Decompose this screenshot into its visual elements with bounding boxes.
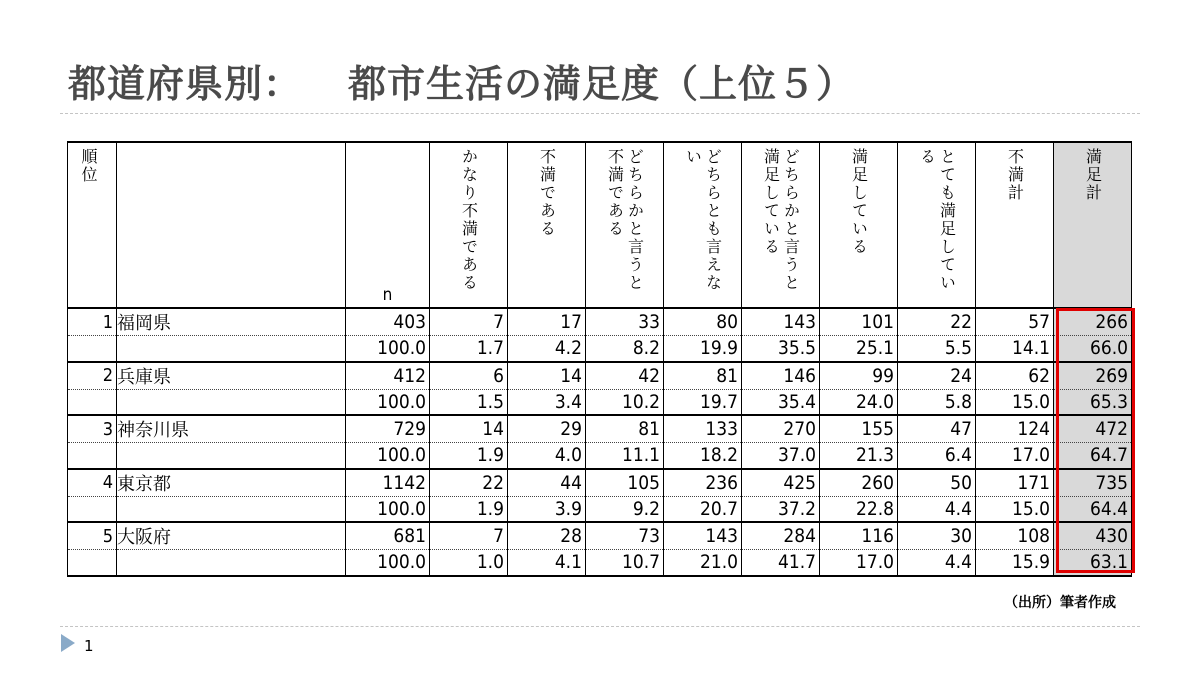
value-cell: 266 <box>1054 308 1132 336</box>
value-cell: 35.5 <box>742 336 820 362</box>
value-cell: 5.5 <box>898 336 976 362</box>
title-main: 都道府県別： <box>68 61 303 106</box>
value-cell: 37.0 <box>742 443 820 469</box>
value-cell: 15.0 <box>976 389 1054 415</box>
title-divider <box>60 113 1140 114</box>
value-cell: 4.4 <box>898 550 976 576</box>
value-cell: 171 <box>976 469 1054 497</box>
table-row-count <box>68 308 1132 336</box>
prefecture-cell <box>117 496 346 522</box>
value-cell: 50 <box>898 469 976 497</box>
value-cell: 14 <box>430 415 508 443</box>
value-cell: 10.2 <box>586 389 664 415</box>
header-somewhat-satisfied: どちらかと言うと満足している <box>742 142 820 308</box>
value-cell: 4.1 <box>508 550 586 576</box>
value-cell: 63.1 <box>1054 550 1132 576</box>
value-cell: 100.0 <box>346 336 430 362</box>
value-cell: 15.9 <box>976 550 1054 576</box>
value-cell: 100.0 <box>346 389 430 415</box>
rank-cell <box>68 496 117 522</box>
value-cell: 35.4 <box>742 389 820 415</box>
value-cell: 1.9 <box>430 443 508 469</box>
value-cell: 735 <box>1054 469 1132 497</box>
value-cell: 81 <box>586 415 664 443</box>
value-cell: 260 <box>820 469 898 497</box>
value-cell: 425 <box>742 469 820 497</box>
rank-cell: 4 <box>68 469 117 497</box>
value-cell: 116 <box>820 522 898 550</box>
value-cell: 284 <box>742 522 820 550</box>
value-cell: 8.2 <box>586 336 664 362</box>
satisfied-total-highlight <box>1056 308 1135 573</box>
value-cell: 24.0 <box>820 389 898 415</box>
value-cell: 412 <box>346 362 430 390</box>
header-pref <box>117 142 346 308</box>
value-cell: 47 <box>898 415 976 443</box>
value-cell: 19.7 <box>664 389 742 415</box>
value-cell: 24 <box>898 362 976 390</box>
value-cell: 7 <box>430 522 508 550</box>
slide-number: 1 <box>84 637 94 655</box>
value-cell: 108 <box>976 522 1054 550</box>
value-cell: 19.9 <box>664 336 742 362</box>
value-cell: 143 <box>742 308 820 336</box>
value-cell: 73 <box>586 522 664 550</box>
value-cell: 57 <box>976 308 1054 336</box>
value-cell: 7 <box>430 308 508 336</box>
table-row-count <box>68 415 1132 443</box>
value-cell: 21.0 <box>664 550 742 576</box>
value-cell: 10.7 <box>586 550 664 576</box>
value-cell: 269 <box>1054 362 1132 390</box>
value-cell: 1.5 <box>430 389 508 415</box>
value-cell: 11.1 <box>586 443 664 469</box>
prefecture-cell: 福岡県 <box>117 308 346 336</box>
rank-cell: 3 <box>68 415 117 443</box>
value-cell: 4.2 <box>508 336 586 362</box>
header-satisfied: 満足している <box>820 142 898 308</box>
value-cell: 44 <box>508 469 586 497</box>
header-rank: 順位 <box>68 142 117 308</box>
table-row-percent <box>68 389 1132 415</box>
header-dissatisfied: 不満である <box>508 142 586 308</box>
value-cell: 99 <box>820 362 898 390</box>
value-cell: 29 <box>508 415 586 443</box>
value-cell: 6 <box>430 362 508 390</box>
value-cell: 66.0 <box>1054 336 1132 362</box>
rank-cell <box>68 336 117 362</box>
prefecture-cell: 大阪府 <box>117 522 346 550</box>
footer-divider <box>60 626 1140 627</box>
value-cell: 100.0 <box>346 550 430 576</box>
header-neutral: どちらとも言えない <box>664 142 742 308</box>
value-cell: 270 <box>742 415 820 443</box>
value-cell: 42 <box>586 362 664 390</box>
prefecture-cell <box>117 389 346 415</box>
value-cell: 124 <box>976 415 1054 443</box>
table-row-count <box>68 522 1132 550</box>
value-cell: 22.8 <box>820 496 898 522</box>
rank-cell: 2 <box>68 362 117 390</box>
title-sub: 都市生活の満足度（上位５） <box>348 61 856 106</box>
rank-cell: 5 <box>68 522 117 550</box>
header-dissatisfied-total: 不満計 <box>976 142 1054 308</box>
value-cell: 3.4 <box>508 389 586 415</box>
table-row-count <box>68 362 1132 390</box>
rank-cell: 1 <box>68 308 117 336</box>
header-n: n <box>346 142 430 308</box>
value-cell: 17 <box>508 308 586 336</box>
value-cell: 80 <box>664 308 742 336</box>
value-cell: 9.2 <box>586 496 664 522</box>
rank-cell <box>68 443 117 469</box>
value-cell: 17.0 <box>976 443 1054 469</box>
table-row-percent <box>68 496 1132 522</box>
value-cell: 22 <box>430 469 508 497</box>
rank-cell <box>68 389 117 415</box>
value-cell: 1.0 <box>430 550 508 576</box>
value-cell: 20.7 <box>664 496 742 522</box>
value-cell: 21.3 <box>820 443 898 469</box>
value-cell: 729 <box>346 415 430 443</box>
value-cell: 430 <box>1054 522 1132 550</box>
table-row-count <box>68 469 1132 497</box>
value-cell: 65.3 <box>1054 389 1132 415</box>
value-cell: 64.4 <box>1054 496 1132 522</box>
header-somewhat-dissatisfied: どちらかと言うと不満である <box>586 142 664 308</box>
table-row-percent <box>68 336 1132 362</box>
value-cell: 64.7 <box>1054 443 1132 469</box>
value-cell: 472 <box>1054 415 1132 443</box>
prefecture-cell <box>117 336 346 362</box>
value-cell: 155 <box>820 415 898 443</box>
value-cell: 4.0 <box>508 443 586 469</box>
prefecture-cell: 神奈川県 <box>117 415 346 443</box>
value-cell: 22 <box>898 308 976 336</box>
value-cell: 100.0 <box>346 496 430 522</box>
value-cell: 1.7 <box>430 336 508 362</box>
table-row-percent <box>68 550 1132 576</box>
header-row <box>68 142 1132 308</box>
prefecture-cell <box>117 550 346 576</box>
value-cell: 14 <box>508 362 586 390</box>
value-cell: 681 <box>346 522 430 550</box>
value-cell: 30 <box>898 522 976 550</box>
value-cell: 25.1 <box>820 336 898 362</box>
satisfaction-table <box>67 141 1132 577</box>
value-cell: 101 <box>820 308 898 336</box>
value-cell: 81 <box>664 362 742 390</box>
value-cell: 6.4 <box>898 443 976 469</box>
value-cell: 1.9 <box>430 496 508 522</box>
value-cell: 17.0 <box>820 550 898 576</box>
value-cell: 3.9 <box>508 496 586 522</box>
prefecture-cell <box>117 443 346 469</box>
triangle-right-icon <box>61 634 75 652</box>
value-cell: 143 <box>664 522 742 550</box>
source-note: （出所）筆者作成 <box>1004 595 1116 611</box>
value-cell: 37.2 <box>742 496 820 522</box>
table-row-percent <box>68 443 1132 469</box>
prefecture-cell: 兵庫県 <box>117 362 346 390</box>
header-satisfied-total: 満足計 <box>1054 142 1132 308</box>
header-very-satisfied: とても満足している <box>898 142 976 308</box>
value-cell: 146 <box>742 362 820 390</box>
value-cell: 4.4 <box>898 496 976 522</box>
value-cell: 1142 <box>346 469 430 497</box>
value-cell: 100.0 <box>346 443 430 469</box>
header-very-dissatisfied: かなり不満である <box>430 142 508 308</box>
value-cell: 41.7 <box>742 550 820 576</box>
value-cell: 15.0 <box>976 496 1054 522</box>
value-cell: 14.1 <box>976 336 1054 362</box>
slide-title <box>68 58 855 110</box>
value-cell: 236 <box>664 469 742 497</box>
value-cell: 33 <box>586 308 664 336</box>
rank-cell <box>68 550 117 576</box>
value-cell: 28 <box>508 522 586 550</box>
value-cell: 403 <box>346 308 430 336</box>
prefecture-cell: 東京都 <box>117 469 346 497</box>
value-cell: 5.8 <box>898 389 976 415</box>
value-cell: 105 <box>586 469 664 497</box>
value-cell: 18.2 <box>664 443 742 469</box>
value-cell: 133 <box>664 415 742 443</box>
value-cell: 62 <box>976 362 1054 390</box>
